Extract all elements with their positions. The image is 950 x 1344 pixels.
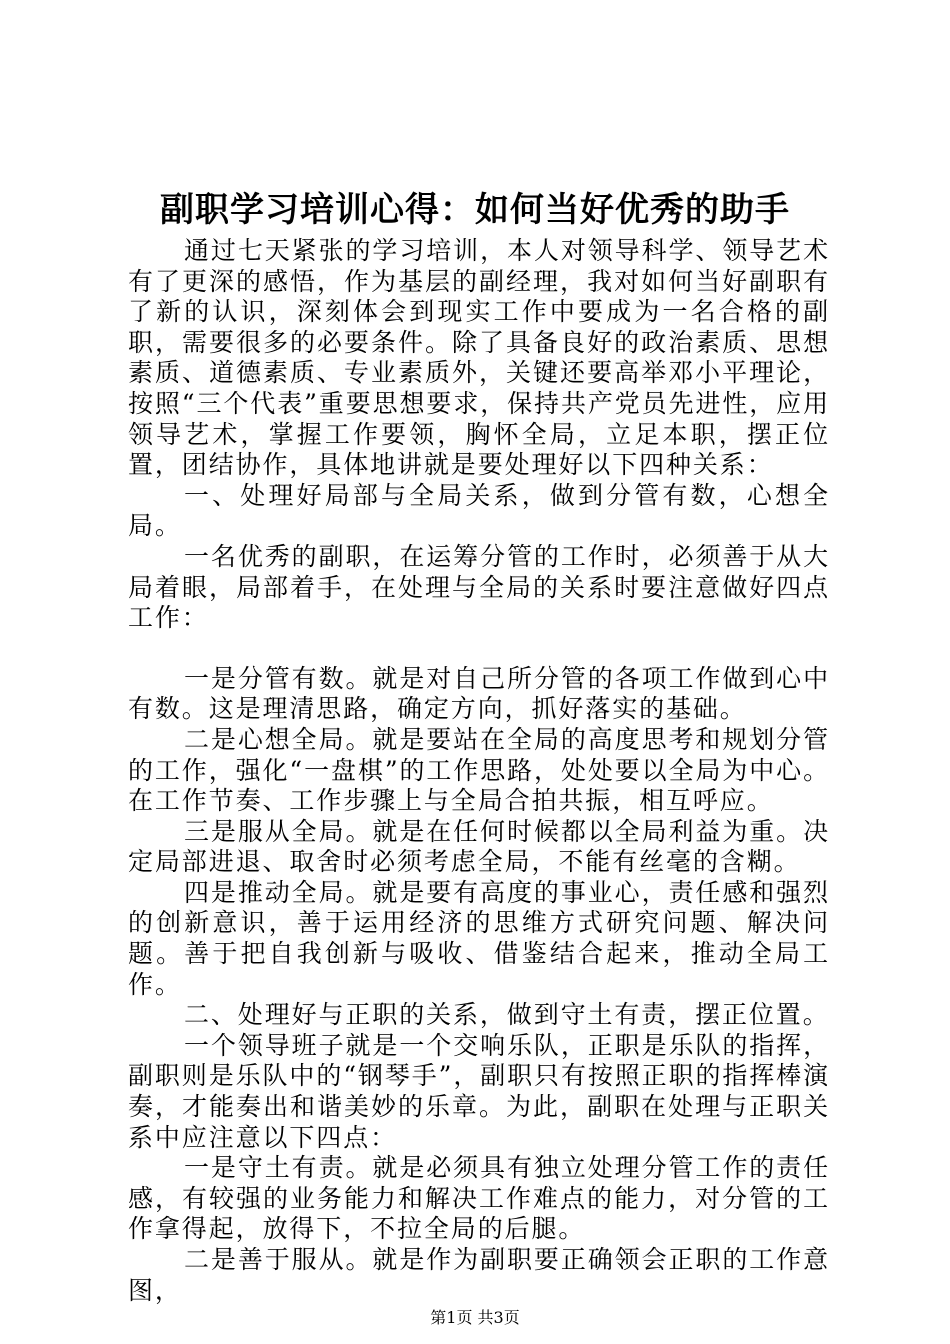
paragraph: 二是心想全局。就是要站在全局的高度思考和规划分管的工作，强化“一盘棋”的工作思路，处处要以全局为中心。在工作节奏、工作步骤上与全局合拍共振，相互呼应。 [128, 724, 830, 816]
paragraph: 一是分管有数。就是对自己所分管的各项工作做到心中有数。这是理清思路，确定方向，抓好落实的基础。 [128, 663, 830, 724]
paragraph: 四是推动全局。就是要有高度的事业心，责任感和强烈的创新意识，善于运用经济的思维方式研究问题、解决问题。善于把自我创新与吸收、借鉴结合起来，推动全局工作。 [128, 877, 830, 999]
page-footer: 第1页 共3页 [430, 1308, 520, 1327]
paragraph: 三是服从全局。就是在任何时候都以全局利益为重。决定局部进退、取舍时必须考虑全局，不能有丝毫的含糊。 [128, 816, 830, 877]
section-heading: 二、处理好与正职的关系，做到守土有责，摆正位置。 [184, 1000, 830, 1030]
paragraph: 一个领导班子就是一个交响乐队，正职是乐队的指挥，副职则是乐队中的“钢琴手”，副职只有按照正职的指挥棒演奏，才能奏出和谐美妙的乐章。为此，副职在处理与正职关系中应注意以下四点： [128, 1030, 830, 1152]
document-title: 副职学习培训心得：如何当好优秀的助手 [160, 190, 790, 230]
section-heading: 一、处理好局部与全局关系，做到分管有数，心想全局。 [128, 480, 830, 541]
paragraph: 一是守土有责。就是必须具有独立处理分管工作的责任感，有较强的业务能力和解决工作难点的能力，对分管的工作拿得起，放得下，不拉全局的后腿。 [128, 1153, 830, 1244]
paragraph: 通过七天紧张的学习培训，本人对领导科学、领导艺术有了更深的感悟，作为基层的副经理，我对如何当好副职有了新的认识，深刻体会到现实工作中要成为一名合格的副职，需要很多的必要条件。除了具备良好的政治素质、思想素质、道德素质、专业素质外，关键还要高举邓小平理论，按照“三个代表”重要思想要求，保持共产党员先进性，应用领导艺术，掌握工作要领，胸怀全局，立足本职，摆正位置，团结协作，具体地讲就是要处理好以下四种关系： [128, 236, 830, 480]
document-body [128, 236, 830, 1306]
paragraph: 二是善于服从。就是作为副职要正确领会正职的工作意图， [128, 1245, 830, 1305]
paragraph: 一名优秀的副职，在运筹分管的工作时，必须善于从大局着眼，局部着手，在处理与全局的关系时要注意做好四点工作： [128, 541, 830, 633]
